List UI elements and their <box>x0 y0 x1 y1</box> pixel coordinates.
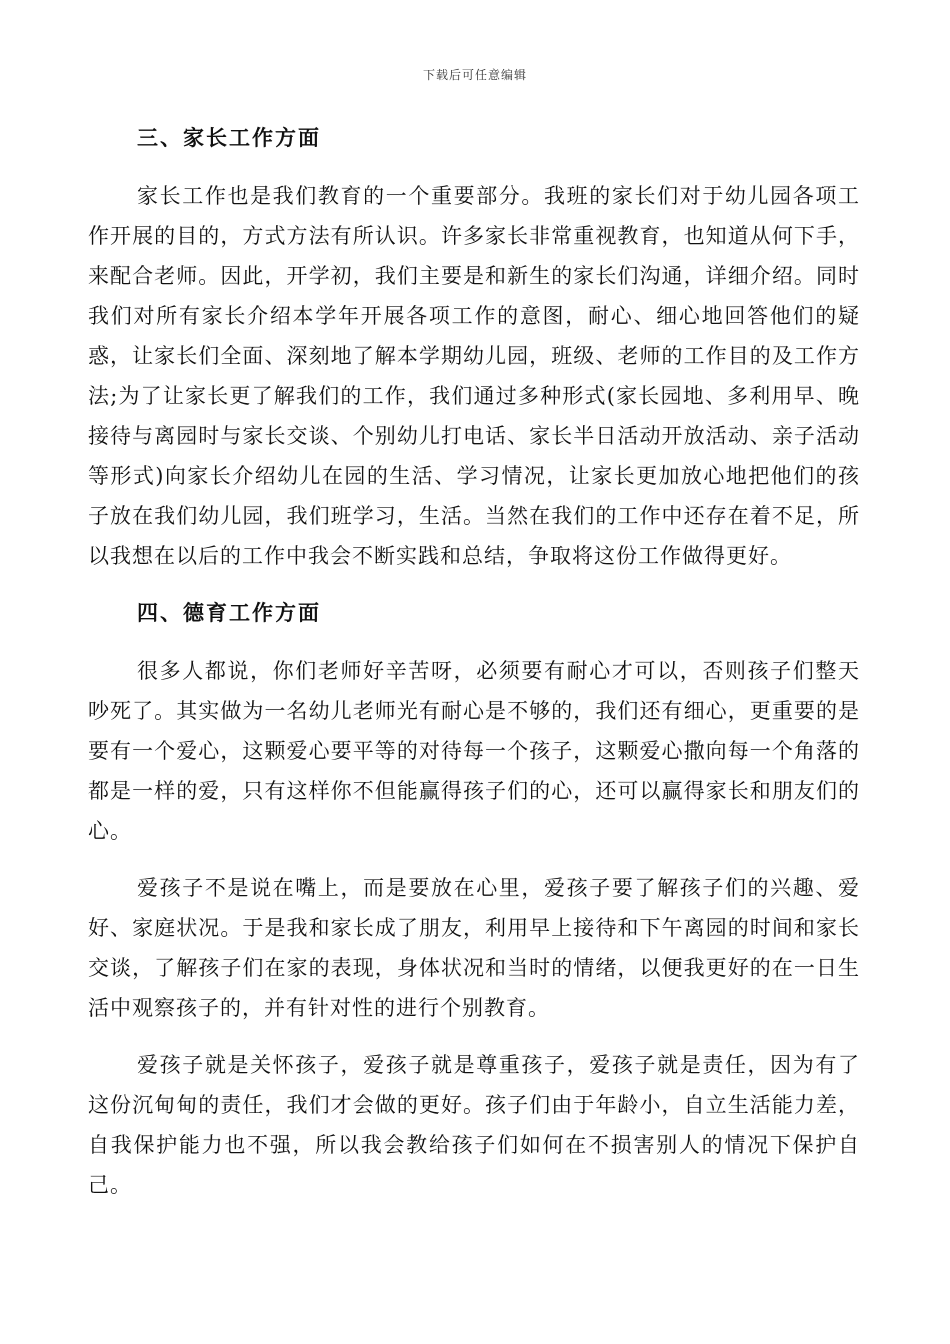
section-title-parent-work: 三、家长工作方面 <box>137 126 321 150</box>
page-header: 下载后可任意编辑 <box>422 68 527 82</box>
document-body <box>88 118 860 1205</box>
paragraph-moral-education-3: 爱孩子就是关怀孩子，爱孩子就是尊重孩子，爱孩子就是责任，因为有了这份沉甸甸的责任，我们才会做的更好。孩子们由于年龄小，自立生活能力差，自我保护能力也不强，所以我会教给孩子们如何在不损害别人的情况下保护自己。 <box>88 1053 860 1197</box>
paragraph-moral-education-1: 很多人都说，你们老师好辛苦呀，必须要有耐心才可以，否则孩子们整天吵死了。其实做为一名幼儿老师光有耐心是不够的，我们还有细心，更重要的是要有一个爱心，这颗爱心要平等的对待每一个孩子，这颗爱心撒向每一个角落的都是一样的爱，只有这样你不但能赢得孩子们的心，还可以赢得家长和朋友们的心。 <box>88 659 860 843</box>
section-title-moral-education: 四、德育工作方面 <box>137 601 321 625</box>
paragraph-parent-work: 家长工作也是我们教育的一个重要部分。我班的家长们对于幼儿园各项工作开展的目的，方式方法有所认识。许多家长非常重视教育，也知道从何下手，来配合老师。因此，开学初，我们主要是和新生的家长们沟通，详细介绍。同时我们对所有家长介绍本学年开展各项工作的意图，耐心、细心地回答他们的疑惑，让家长们全面、深刻地了解本学期幼儿园，班级、老师的工作目的及工作方法;为了让家长更了解我们的工作，我们通过多种形式(家长园地、多利用早、晚接待与离园时与家长交谈、个别幼儿打电话、家长半日活动开放活动、亲子活动等形式)向家长介绍幼儿在园的生活、学习情况，让家长更加放心地把他们的孩子放在我们幼儿园，我们班学习，生活。当然在我们的工作中还存在着不足，所以我想在以后的工作中我会不断实践和总结，争取将这份工作做得更好。 <box>88 184 860 568</box>
paragraph-moral-education-2: 爱孩子不是说在嘴上，而是要放在心里，爱孩子要了解孩子们的兴趣、爱好、家庭状况。于是我和家长成了朋友，利用早上接待和下午离园的时间和家长交谈，了解孩子们在家的表现，身体状况和当时的情绪，以便我更好的在一日生活中观察孩子的，并有针对性的进行个别教育。 <box>88 876 860 1020</box>
